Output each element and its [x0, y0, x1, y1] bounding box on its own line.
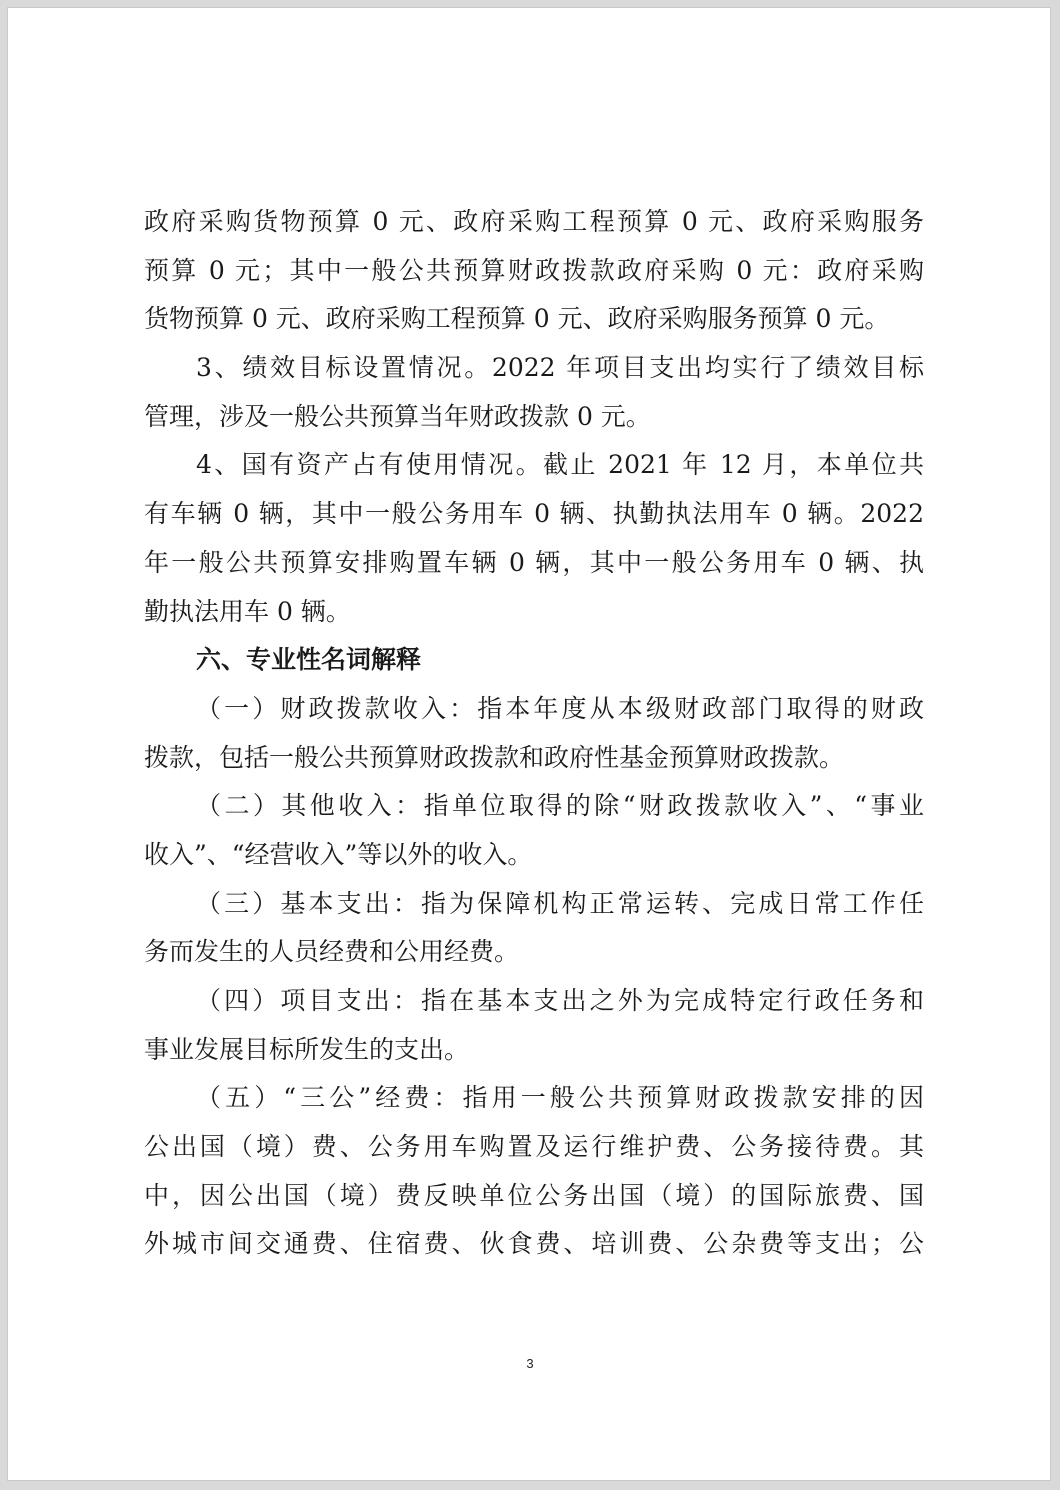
text-line: 事业发展目标所发生的支出。 [144, 1034, 470, 1064]
page-number: 3 [526, 1356, 534, 1371]
paragraph-start: （一）财政拨款收入：指本年度从本级财政部门取得的财政 [196, 693, 924, 723]
document-body [144, 198, 924, 1269]
paragraph-start: （二）其他收入：指单位取得的除“财政拨款收入”、“事业 [196, 791, 924, 821]
paragraph-start: 4、国有资产占有使用情况。截止 2021 年 12 月，本单位共 [196, 450, 924, 480]
text-line: 勤执法用车 0 辆。 [144, 596, 351, 626]
text-line: 中，因公出国（境）费反映单位公务出国（境）的国际旅费、国 [144, 1180, 924, 1210]
text-line: 有车辆 0 辆，其中一般公务用车 0 辆、执勤执法用车 0 辆。2022 [144, 499, 924, 529]
text-line: 拨款，包括一般公共预算财政拨款和政府性基金预算财政拨款。 [144, 742, 845, 772]
text-line: 年一般公共预算安排购置车辆 0 辆，其中一般公务用车 0 辆、执 [144, 547, 924, 577]
section-heading: 六、专业性名词解释 [196, 645, 422, 675]
text-line: 预算 0 元；其中一般公共预算财政拨款政府采购 0 元：政府采购 [144, 255, 924, 285]
paragraph-start: （五）“三公”经费：指用一般公共预算财政拨款安排的因 [196, 1083, 924, 1113]
text-line: 外城市间交通费、住宿费、伙食费、培训费、公杂费等支出；公 [144, 1229, 924, 1259]
text-line: 货物预算 0 元、政府采购工程预算 0 元、政府采购服务预算 0 元。 [144, 304, 890, 334]
text-line: 收入”、“经营收入”等以外的收入。 [144, 839, 533, 869]
text-line: 务而发生的人员经费和公用经费。 [144, 937, 520, 967]
paragraph-start: 3、绩效目标设置情况。2022 年项目支出均实行了绩效目标 [196, 353, 924, 383]
paragraph-start: （三）基本支出：指为保障机构正常运转、完成日常工作任 [196, 888, 924, 918]
text-line: 管理，涉及一般公共预算当年财政拨款 0 元。 [144, 401, 651, 431]
text-line: 公出国（境）费、公务用车购置及运行维护费、公务接待费。其 [144, 1132, 924, 1162]
paragraph-start: （四）项目支出：指在基本支出之外为完成特定行政任务和 [196, 986, 924, 1015]
text-line: 政府采购货物预算 0 元、政府采购工程预算 0 元、政府采购服务 [144, 207, 924, 236]
